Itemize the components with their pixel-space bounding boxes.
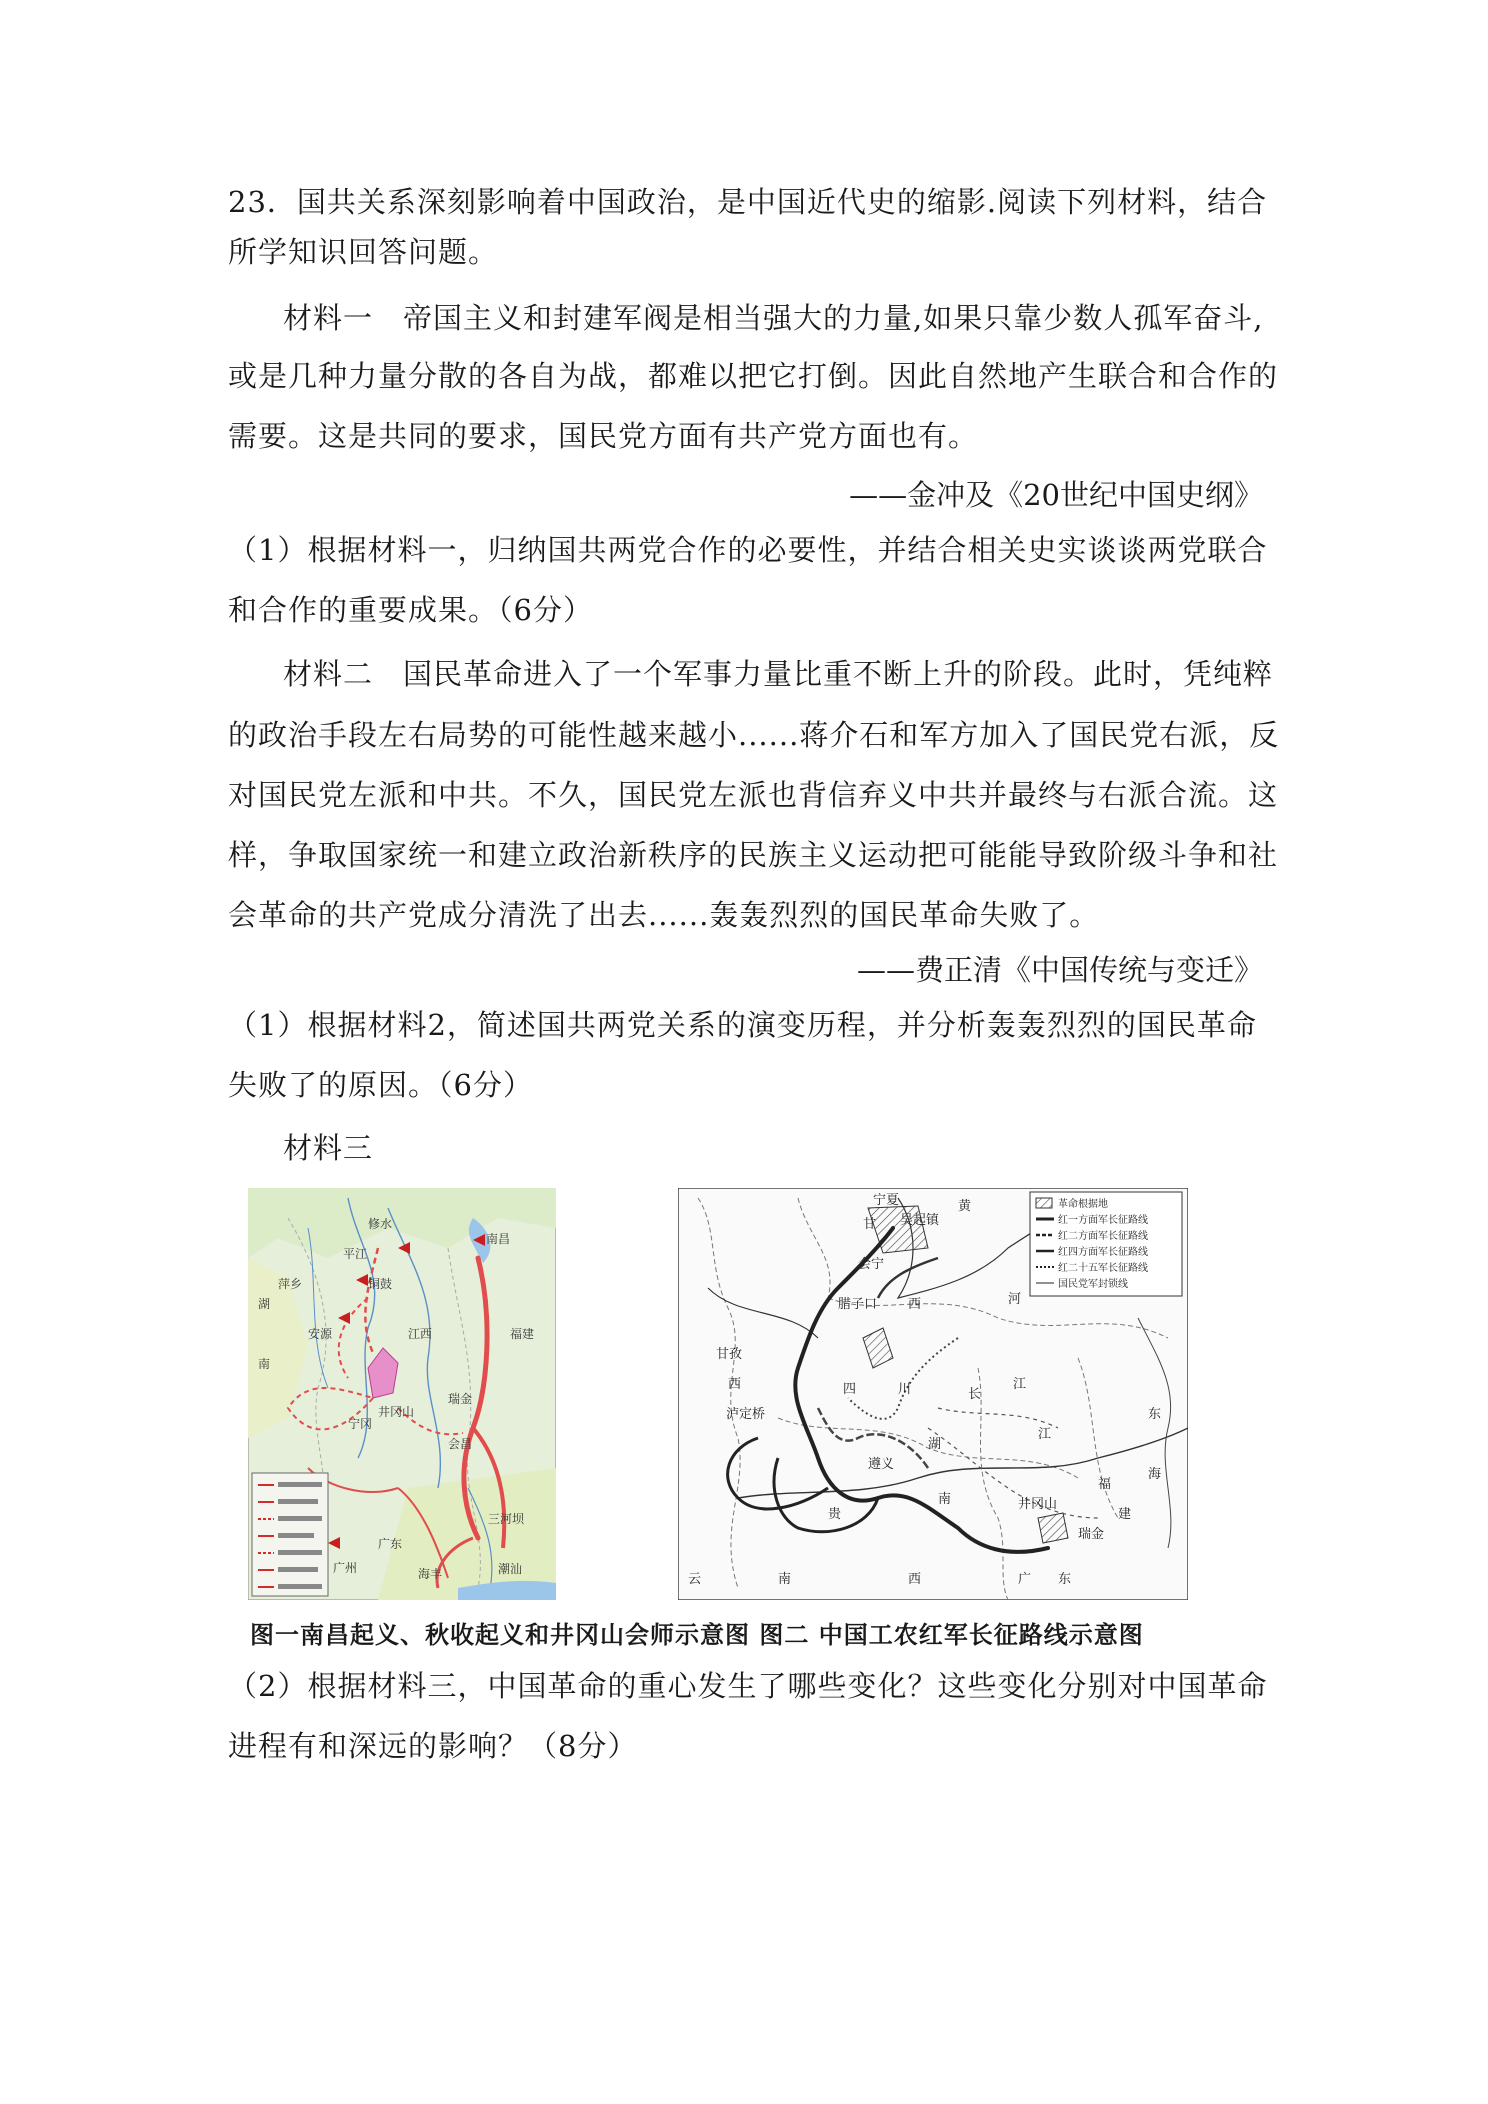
map-nanchang-uprising: [248, 1188, 556, 1600]
material2-line-2: 的政治手段左右局势的可能性越来越小......蒋介石和军方加入了国民党右派，反: [228, 718, 1280, 752]
map2-legend: 红四方面军长征路线: [1058, 1247, 1148, 1258]
map1-label: 潮汕: [498, 1562, 523, 1576]
map-long-march: [678, 1188, 1188, 1600]
map2-label: 四: [843, 1382, 857, 1397]
q2-line-1: （1）根据材料2，简述国共两党关系的演变历程，并分析轰轰烈烈的国民革命: [228, 1008, 1257, 1042]
q3-line-2: 进程有和深远的影响？（8分）: [228, 1729, 638, 1763]
question-line-1: 23．国共关系深刻影响着中国政治，是中国近代史的缩影.阅读下列材料，结合: [228, 185, 1268, 219]
map2-label: 广: [1018, 1572, 1032, 1587]
material2-line-1: 材料二 国民革命进入了一个军事力量比重不断上升的阶段。此时，凭纯粹: [283, 657, 1274, 691]
map2-label: 湖: [928, 1437, 942, 1452]
map2-label: 黄: [958, 1199, 972, 1214]
material1-line-1: 材料一 帝国主义和封建军阀是相当强大的力量,如果只靠少数人孤军奋斗,: [283, 301, 1264, 335]
map2-label: 川: [898, 1382, 912, 1397]
material2-line-3: 对国民党左派和中共。不久，国民党左派也背信弃义中共并最终与右派合流。这: [228, 778, 1279, 812]
map2-svg: [678, 1188, 1188, 1600]
map1-label: 会昌: [448, 1437, 473, 1451]
material2-line-4: 样，争取国家统一和建立政治新秩序的民族主义运动把可能能导致阶级斗争和社: [228, 838, 1279, 872]
map1-label: 萍乡: [278, 1277, 303, 1291]
map1-label: 修水: [368, 1217, 393, 1231]
map1-label: 瑞金: [448, 1392, 473, 1406]
map2-legend: 红一方面军长征路线: [1058, 1215, 1148, 1226]
map2-label: 南: [778, 1572, 792, 1587]
map2-label: 云: [688, 1572, 702, 1587]
map1-label: 平江: [343, 1247, 368, 1261]
map2-label: 福: [1098, 1477, 1112, 1492]
q2-line-2: 失败了的原因。（6分）: [228, 1068, 533, 1102]
figure-caption: 图一南昌起义、秋收起义和井冈山会师示意图 图二 中国工农红军长征路线示意图: [250, 1620, 1144, 1649]
map2-label: 西: [728, 1377, 742, 1392]
map1-label: 三河坝: [488, 1512, 525, 1526]
map2-label: 贵: [828, 1507, 842, 1522]
map2-label: 腊子口: [838, 1297, 878, 1312]
map2-label: 河: [1008, 1292, 1022, 1307]
material2-line-5: 会革命的共产党成分清洗了出去......轰轰烈烈的国民革命失败了。: [228, 898, 1100, 932]
map2-label: 宁夏: [873, 1193, 900, 1208]
map2-legend: 革命根据地: [1058, 1199, 1108, 1210]
map2-label: 南: [938, 1492, 952, 1507]
material1-line-3: 需要。这是共同的要求，国民党方面有共产党方面也有。: [228, 419, 979, 453]
map2-label: 甘孜: [716, 1347, 743, 1362]
map1-label: 福建: [510, 1327, 535, 1341]
map2-label: 泸定桥: [726, 1407, 766, 1422]
map2-label: 遵义: [868, 1457, 895, 1472]
map1-label: 广东: [378, 1537, 403, 1551]
q3-line-1: （2）根据材料三，中国革命的重心发生了哪些变化？这些变化分别对中国革命: [228, 1669, 1268, 1703]
map2-label: 江: [1038, 1427, 1052, 1442]
q1-line-2: 和合作的重要成果。（6分）: [228, 593, 593, 627]
map1-label: 南: [258, 1357, 271, 1371]
map2-label: 会宁: [858, 1257, 885, 1272]
material1-source: ——金冲及《20世纪中国史纲》: [849, 478, 1263, 512]
map1-label: 铜鼓: [368, 1277, 393, 1291]
material3-label: 材料三: [283, 1131, 374, 1165]
map2-legend: 国民党军封锁线: [1058, 1279, 1128, 1290]
map2-label: 长: [968, 1387, 982, 1402]
map1-label: 南昌: [486, 1232, 511, 1246]
map2-label: 西: [908, 1297, 922, 1312]
map2-label: 建: [1118, 1507, 1132, 1522]
map2-label: 井冈山: [1018, 1497, 1058, 1512]
map2-label: 甘: [863, 1217, 877, 1232]
map2-legend: 红二十五军长征路线: [1058, 1263, 1148, 1274]
map1-label: 海丰: [418, 1567, 443, 1581]
map1-svg: [248, 1188, 556, 1600]
q1-line-1: （1）根据材料一，归纳国共两党合作的必要性，并结合相关史实谈谈两党联合: [228, 533, 1268, 567]
map1-label: 宁冈: [348, 1417, 373, 1431]
question-line-2: 所学知识回答问题。: [228, 235, 499, 269]
map2-label: 吴起镇: [900, 1213, 940, 1228]
map2-label: 东: [1058, 1572, 1072, 1587]
material1-line-2: 或是几种力量分散的各自为战，都难以把它打倒。因此自然地产生联合和合作的: [228, 359, 1279, 393]
map2-label: 海: [1148, 1467, 1162, 1482]
map2-label: 西: [908, 1572, 922, 1587]
map2-legend: 红二方面军长征路线: [1058, 1231, 1148, 1242]
map2-label: 东: [1148, 1407, 1162, 1422]
map2-label: 江: [1013, 1377, 1027, 1392]
map1-label: 湖: [258, 1297, 271, 1311]
map1-label: 江西: [408, 1327, 433, 1341]
map1-label: 安源: [308, 1327, 333, 1341]
material2-source: ——费正清《中国传统与变迁》: [856, 953, 1263, 987]
map2-label: 瑞金: [1078, 1527, 1105, 1542]
map1-label: 广州: [333, 1561, 358, 1575]
map1-label: 井冈山: [378, 1405, 415, 1419]
